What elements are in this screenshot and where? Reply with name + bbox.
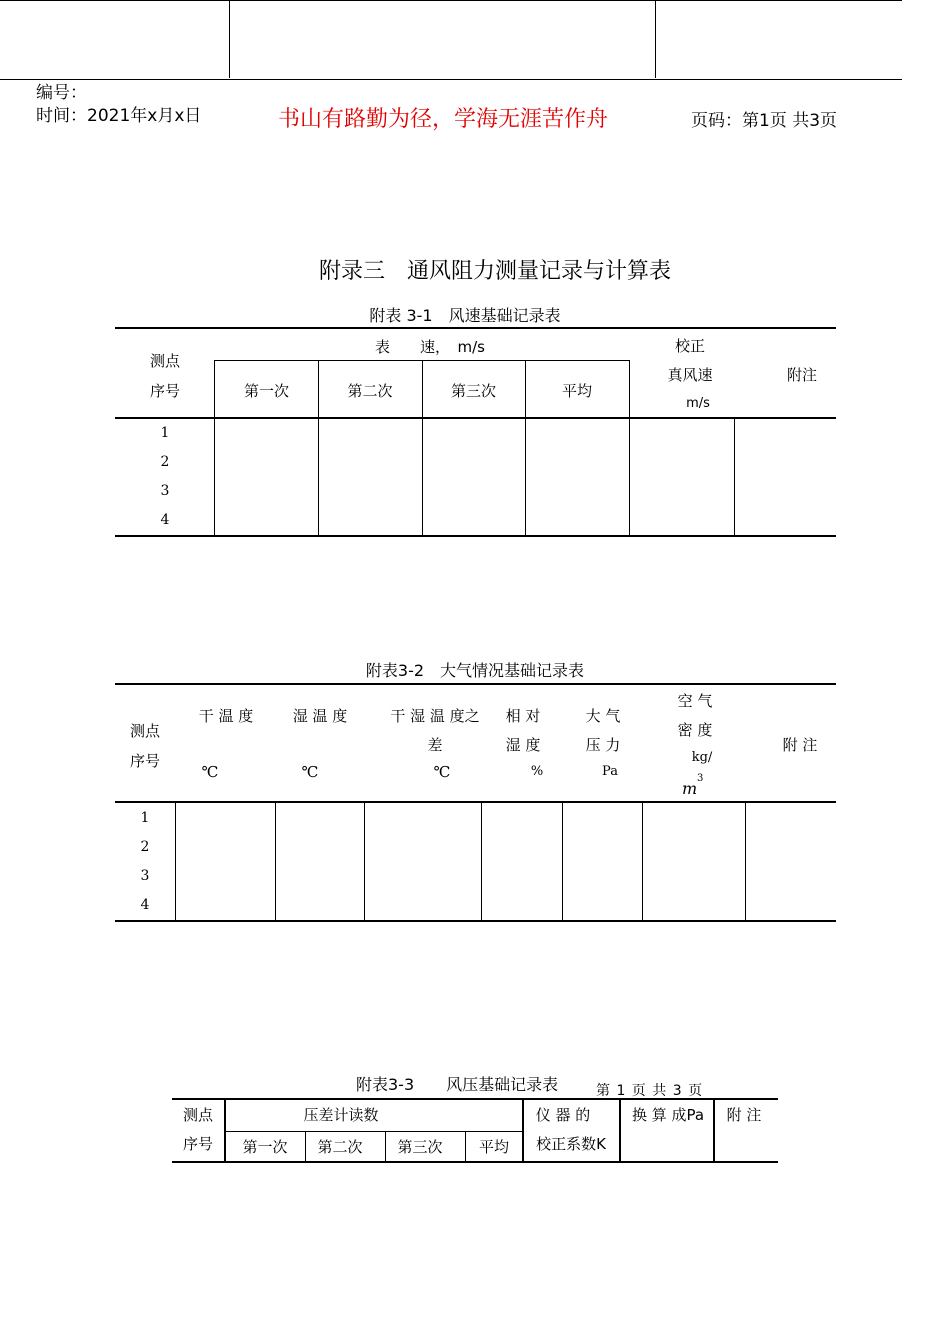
col-header-temp-diff: 干 湿 温 度之	[390, 707, 480, 725]
col-header-point: 测点	[149, 352, 180, 370]
col-header-wet-temp: 湿 温 度	[292, 707, 348, 725]
temp-diff-line2: 差	[427, 736, 443, 754]
col-line	[562, 802, 563, 921]
row-number: 4	[160, 512, 170, 528]
density-unit: kg/	[691, 750, 713, 765]
header-divider	[229, 0, 230, 78]
col-header-second: 第二次	[317, 1138, 363, 1156]
col-header-unit: m/s	[686, 396, 710, 411]
table1-caption: 附表 3-1 风速基础记录表	[369, 306, 561, 325]
doc-number-label: 编号：	[36, 83, 87, 103]
col-line	[364, 802, 365, 921]
coef-line2: 校正系数K	[536, 1135, 606, 1153]
table3-caption: 附表3-3 风压基础记录表	[356, 1075, 559, 1094]
col-header-true-speed: 真风速	[667, 366, 713, 384]
col-group-speed: 表 速， m/s	[375, 338, 485, 356]
col-group-gauge: 压差计读数	[303, 1106, 379, 1124]
table-border	[115, 920, 836, 922]
rh-unit: %	[530, 764, 544, 779]
col-header-second: 第二次	[347, 382, 393, 400]
col-header-third: 第三次	[450, 382, 496, 400]
rh-line2: 湿 度	[505, 736, 541, 754]
page-number-label: 页码：第1页 共3页	[691, 111, 838, 131]
col-header-pressure: 大 气	[585, 707, 621, 725]
wet-temp-unit: ℃	[301, 763, 319, 781]
col-header-seq: 序号	[182, 1135, 213, 1153]
col-line	[275, 802, 276, 921]
col-header-average: 平均	[561, 382, 592, 400]
table-border	[172, 1098, 778, 1100]
col-header-point: 测点	[129, 722, 160, 740]
document-title: 附录三 通风阻力测量记录与计算表	[318, 259, 671, 284]
table-border	[115, 683, 836, 685]
col-header-first: 第一次	[242, 1138, 288, 1156]
col-header-third: 第三次	[397, 1138, 443, 1156]
col-header-coef: 仪 器 的	[535, 1106, 591, 1124]
col-header-first: 第一次	[243, 382, 289, 400]
pressure-unit: Pa	[602, 764, 618, 779]
col-header-note: 附 注	[782, 736, 818, 754]
table-border	[115, 327, 836, 329]
col-header-note: 附注	[786, 366, 817, 384]
row-number: 3	[160, 483, 170, 499]
pressure-line2: 压 力	[585, 736, 621, 754]
table-rule	[115, 801, 836, 803]
col-header-density: 空 气	[677, 692, 713, 710]
temp-diff-unit: ℃	[433, 763, 451, 781]
col-header-rh: 相 对	[505, 707, 541, 725]
col-line	[175, 802, 176, 921]
row-number: 1	[140, 810, 150, 826]
col-header-average: 平均	[478, 1138, 509, 1156]
table-rule	[115, 417, 836, 419]
header-divider	[655, 0, 656, 78]
col-line	[734, 418, 735, 536]
row-number: 2	[160, 454, 170, 470]
col-header-seq: 序号	[129, 752, 160, 770]
col-line	[481, 802, 482, 921]
col-header-calib: 校正	[674, 337, 705, 355]
col-line	[642, 802, 643, 921]
col-header-point: 测点	[182, 1106, 213, 1124]
table-rule	[225, 1131, 522, 1132]
row-number: 3	[140, 868, 150, 884]
footer-page-number: 第 1 页 共 3 页	[596, 1083, 704, 1099]
doc-time-label: 时间：2021年x月x日	[36, 106, 202, 126]
table-border	[172, 1161, 778, 1163]
dry-temp-unit: ℃	[201, 763, 219, 781]
density-unit-m: m	[682, 779, 698, 798]
col-header-convert: 换 算 成Pa	[631, 1106, 705, 1124]
table-border	[115, 535, 836, 537]
page-header	[0, 0, 902, 80]
col-line	[745, 802, 746, 921]
row-number: 4	[140, 897, 150, 913]
col-header-note: 附 注	[726, 1106, 762, 1124]
density-line2: 密 度	[677, 721, 713, 739]
row-number: 2	[140, 839, 150, 855]
header-motto: 书山有路勤为径，学海无涯苦作舟	[278, 107, 609, 132]
table2-caption: 附表3-2 大气情况基础记录表	[365, 661, 585, 680]
density-unit-sup: 3	[697, 773, 704, 784]
col-header-seq: 序号	[149, 382, 180, 400]
row-number: 1	[160, 425, 170, 441]
col-header-dry-temp: 干 温 度	[198, 707, 254, 725]
col-line	[629, 360, 630, 536]
